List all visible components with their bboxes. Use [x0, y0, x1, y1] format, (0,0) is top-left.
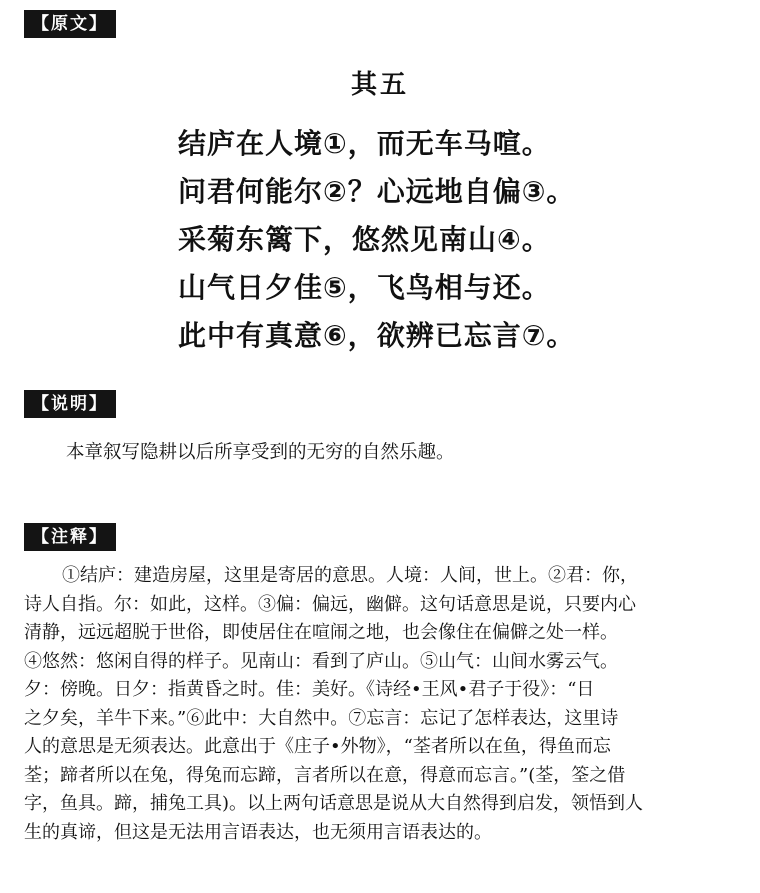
explanation-text: 本章叙写隐耕以后所享受到的无穷的自然乐趣。	[66, 442, 455, 463]
note-line: 诗人自指。尔：如此，这样。③偏：偏远，幽僻。这句话意思是说，只要内心	[24, 593, 636, 615]
note-line: 人的意思是无须表达。此意出于《庄子•外物》，“荃者所以在鱼，得鱼而忘	[24, 736, 611, 757]
note-line: ④悠然：悠闲自得的样子。见南山：看到了庐山。⑤山气：山间水雾云气。	[24, 650, 618, 672]
note-line: 荃；蹄者所以在兔，得兔而忘蹄，言者所以在意，得意而忘言。”(荃，筌之借	[24, 764, 626, 786]
poem-title: 其五	[350, 70, 409, 100]
note-line: 字，鱼具。蹄，捕兔工具)。以上两句话意思是说从大自然得到启发，领悟到人	[24, 793, 644, 814]
poem-line: 山气日夕佳⑤，飞鸟相与还。	[178, 271, 551, 304]
note-line: ①结庐：建造房屋，这里是寄居的意思。人境：人间，世上。②君：你，	[62, 565, 638, 586]
notes-body	[24, 562, 736, 847]
section-label-explanation: 【说明】	[24, 390, 116, 418]
poem-line: 问君何能尔②？心远地自偏③。	[178, 175, 576, 208]
note-line: 清静，远远超脱于世俗，即使居住在喧闹之地，也会像住在偏僻之处一样。	[24, 622, 618, 643]
section-label-original: 【原文】	[24, 10, 116, 38]
poem-line: 采菊东篱下，悠然见南山④。	[178, 223, 551, 256]
poem-body	[178, 120, 678, 360]
note-line: 生的真谛，但这是无法用言语表达，也无须用言语表达的。	[24, 821, 492, 843]
note-line: 夕：傍晚。日夕：指黄昏之时。佳：美好。《诗经•王风•君子于役》：“日	[24, 679, 595, 700]
note-line: 之夕矣，羊牛下来。”⑥此中：大自然中。⑦忘言：忘记了怎样表达，这里诗	[24, 707, 619, 729]
section-label-notes: 【注释】	[24, 523, 116, 551]
poem-line: 此中有真意⑥，欲辨已忘言⑦。	[178, 319, 576, 352]
poem-line: 结庐在人境①，而无车马喧。	[178, 127, 551, 160]
